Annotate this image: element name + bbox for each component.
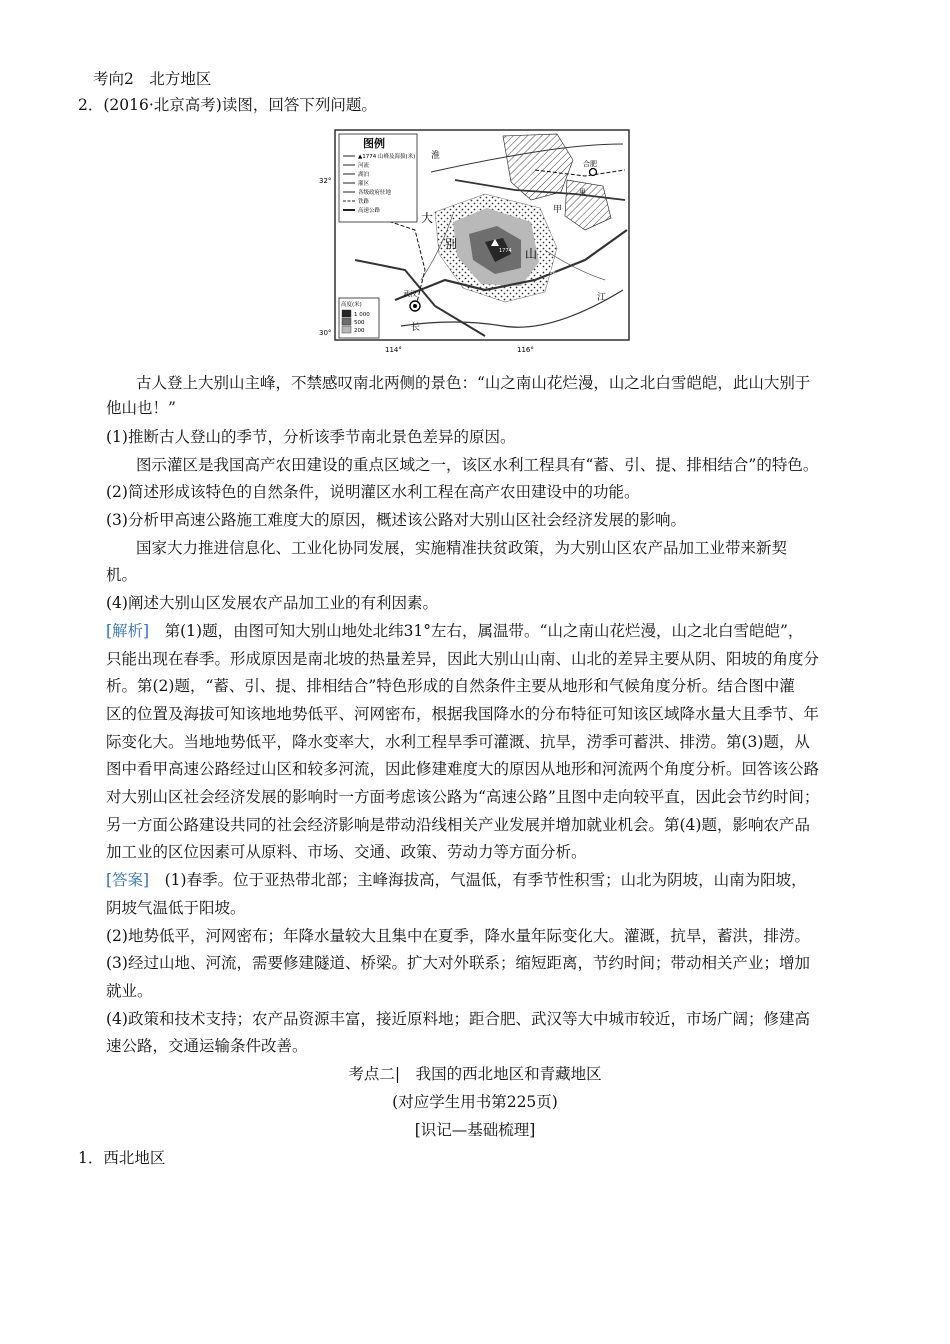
answer-line: 阴坡气温低于阳坡。	[106, 899, 246, 917]
answer-line: 就业。	[106, 982, 153, 1000]
analysis-line: 只能出现在春季。形成原因是南北坡的热量差异，因此大别山山南、山北的差异主要从阴、阳坡的角度分	[106, 650, 820, 668]
place-label: 江	[597, 293, 607, 303]
elevation-title: 高度(米)	[341, 302, 362, 308]
analysis-line: 图中看甲高速公路经过山区和较多河流，因此修建难度大的原因从地形和河流两个角度分析。回答该公路	[106, 760, 820, 778]
analysis-line: 析。第(2)题，“蓄、引、提、排相结合”特色形成的自然条件主要从地形和气候角度分析。结合图中灌	[106, 677, 795, 695]
analysis-line: 区的位置及海拔可知该地地势低平、河网密布，根据我国降水的分布特征可知该区域降水量大且季节、年	[106, 705, 820, 723]
legend-item: 河流	[358, 163, 370, 169]
intro-line: 古人登上大别山主峰，不禁感叹南北两侧的景色：“山之南山花烂漫，山之北白雪皑皑，此山大别于	[136, 374, 811, 392]
analysis-line: 际变化大。当地地势低平，降水变率大，水利工程旱季可灌溉、抗旱，涝季可蓄洪、排涝。第(3)题，从	[106, 733, 810, 751]
analysis-tag: [解析]	[106, 622, 150, 640]
paragraph-3: 机。	[106, 566, 138, 584]
analysis-line-1: [解析] 第(1)题，由图可知大别山地处北纬31°左右，属温带。“山之南山花烂漫，山之北白雪皑皑”，	[106, 622, 804, 640]
legend-item: 铁路	[358, 199, 370, 205]
section-subheading: [识记—基础梳理]	[414, 1121, 536, 1139]
place-label: 甲	[553, 205, 563, 215]
elevation-swatch	[342, 318, 351, 325]
paragraph-2: 图示灌区是我国高产农田建设的重点区域之一，该区水利工程具有“蓄、引、提、排相结合”的特色。	[136, 456, 819, 474]
place-label: 巢	[579, 188, 586, 196]
analysis-line: 对大别山区社会经济发展的影响时一方面考虑该公路为“高速公路”且图中走向较平直，因此会节约时间；	[106, 788, 820, 806]
legend-title: 图例	[363, 137, 385, 150]
lon-label: 116°	[517, 346, 534, 354]
peak-label: 1774	[499, 248, 512, 254]
answer-line: (4)政策和技术支持；农产品资源丰富，接近原料地；距合肥、武汉等大中城市较近，市场广阔；修建高	[106, 1010, 810, 1028]
section-reference: (对应学生用书第225页)	[392, 1093, 558, 1111]
place-label: 别	[445, 237, 458, 251]
answer-line: 速公路，交通运输条件改善。	[106, 1037, 308, 1055]
elevation-level: 500	[354, 320, 365, 326]
paragraph-3: 国家大力推进信息化、工业化协同发展，实施精准扶贫政策，为大别山区农产品加工业带来新契	[136, 539, 788, 557]
place-label: 长	[411, 323, 421, 333]
analysis-line: 加工业的区位因素可从原料、市场、交通、政策、劳动力等方面分析。	[106, 843, 587, 861]
dabie-mountain-map	[319, 130, 629, 360]
question-2: (2)简述形成该特色的自然条件，说明灌区水利工程在高产农田建设中的功能。	[106, 483, 640, 501]
lat-label: 30°	[319, 329, 332, 337]
section-title: 考点二| 我国的西北地区和青藏地区	[348, 1065, 602, 1083]
legend-item: 各级政府驻地	[358, 190, 392, 196]
elevation-level: 200	[354, 328, 365, 334]
legend-item: 灌区	[358, 181, 370, 187]
answer-tag: [答案]	[106, 871, 150, 889]
list-item-1: 1．西北地区	[78, 1149, 166, 1167]
intro-line: 他山也！”	[106, 399, 176, 417]
place-label: 淮	[431, 151, 441, 161]
elevation-level: 1 000	[354, 312, 370, 318]
analysis-line: 另一方面公路建设共同的社会经济影响是带动沿线相关产业发展并增加就业机会。第(4)题，影响农产品	[106, 816, 810, 834]
question-1: (1)推断古人登山的季节，分析该季节南北景色差异的原因。	[106, 428, 516, 446]
legend-item: ▲1774 山峰及海拔(米)	[358, 154, 416, 160]
place-label: 武汉	[403, 290, 417, 298]
subsection-heading: 考向2 北方地区	[93, 70, 212, 88]
answer-line: (3)经过山地、河流，需要修建隧道、桥梁。扩大对外联系；缩短距离，节约时间；带动相关产业；增加	[106, 954, 810, 972]
answer-line: (2)地势低平，河网密布；年降水量较大且集中在夏季，降水量年际变化大。灌溉，抗旱，蓄洪，排涝。	[106, 927, 810, 945]
answer-line-1: [答案] (1)春季。位于亚热带北部；主峰海拔高，气温低，有季节性积雪；山北为阴坡，山南为阳坡，	[106, 871, 807, 889]
peak-label: 1606	[543, 270, 556, 276]
elevation-swatch	[342, 310, 351, 317]
place-label: 山	[525, 247, 538, 261]
place-label: 大	[421, 211, 434, 225]
place-label: 合肥	[583, 160, 597, 168]
elevation-swatch	[342, 326, 351, 333]
legend-item: 高速公路	[358, 208, 381, 214]
question-stem: 2．(2016·北京高考)读图，回答下列问题。	[78, 96, 377, 114]
lon-label: 114°	[385, 346, 402, 354]
lat-label: 32°	[319, 177, 332, 185]
question-4: (4)阐述大别山区发展农产品加工业的有利因素。	[106, 594, 438, 612]
question-3: (3)分析甲高速公路施工难度大的原因，概述该公路对大别山区社会经济发展的影响。	[106, 511, 686, 529]
city-hefei	[590, 169, 597, 176]
legend-item: 湖泊	[358, 172, 370, 178]
